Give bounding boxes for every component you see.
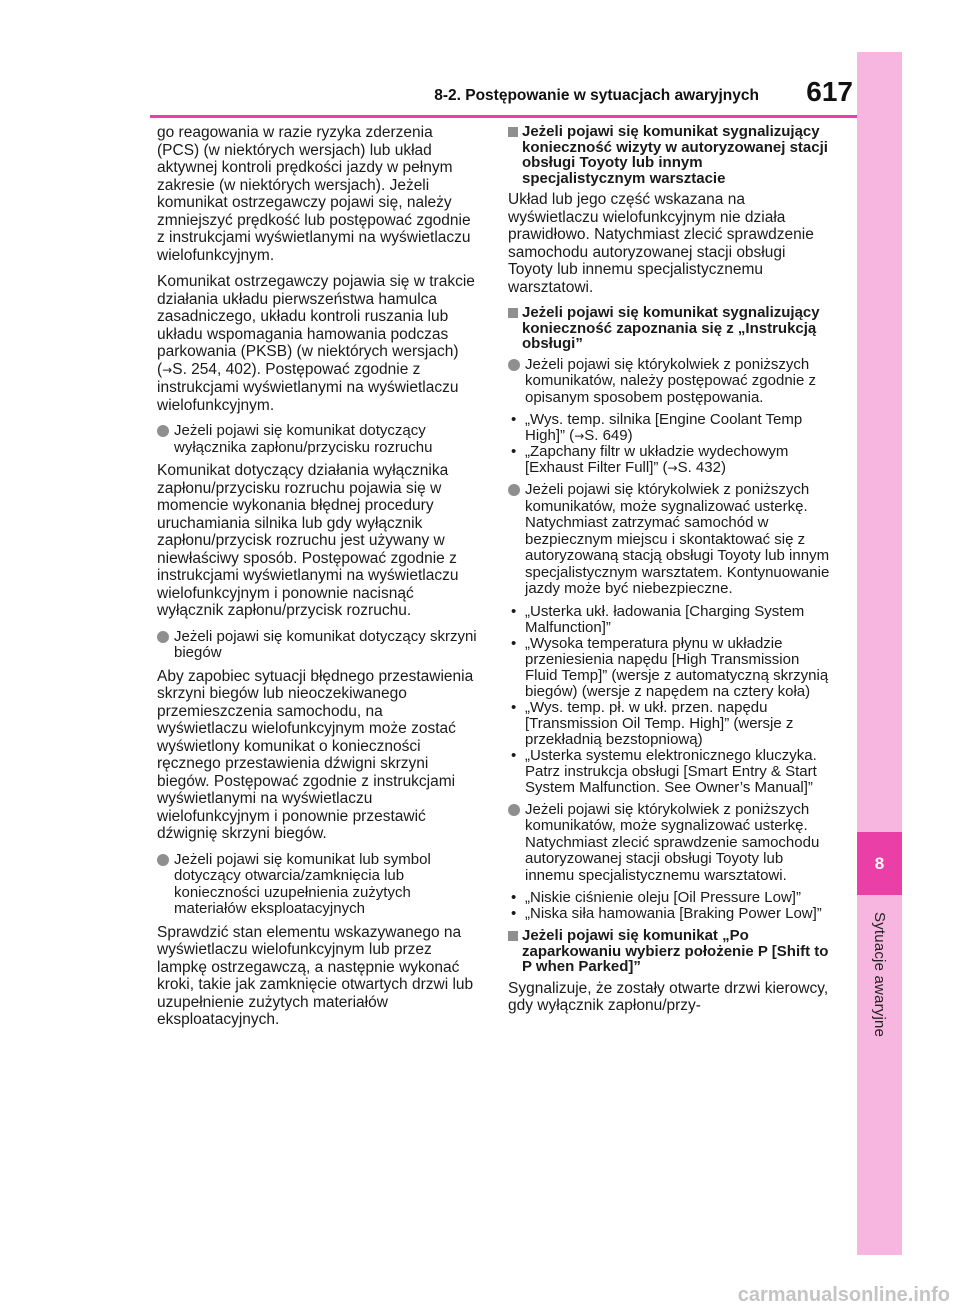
chapter-label: Sytuacje awaryjne <box>871 912 888 1038</box>
paragraph: Komunikat dotyczący działania wyłącznika zapłonu/przycisku rozruchu pojawia się w momencie wykonania błędnej procedury uruchamiania silnika lub gdy wyłącznik zapłonu/przycisk rozruchu jest używany w niewłaściwy sposób. Postępować zgodnie z instrukcjami wyświetlanymi na wyświetlaczu wielofunkcyjnym i ponownie nacisnąć wyłącznik zapłonu/przycisk rozruchu. <box>157 462 459 619</box>
condition-item: Jeżeli pojawi się którykolwiek z poniższych komunikatów, może sygnalizować usterkę. Natychmiast zlecić sprawdzenie samochodu autoryzowanej stacji obsługi Toyoty lub innemu specjalistycznemu warsztatowi. <box>508 802 830 885</box>
section-heading: Jeżeli pojawi się komunikat sygnalizujący konieczność wizyty w autoryzowanej stacji obsługi Toyoty lub innym specjalistycznym warsztacie <box>508 124 830 186</box>
left-column <box>157 124 477 1038</box>
paragraph: Sprawdzić stan elementu wskazywanego na wyświetlaczu wielofunkcyjnym lub przez lampkę ostrzegawczą, a następnie wykonać kroki, takie jak zamknięcie otwartych drzwi lub uzupełnienie zużytych materiałów eksploatacyjnych. <box>157 923 474 1028</box>
paragraph: Układ lub jego część wskazana na wyświetlaczu wielofunkcyjnym nie działa prawidłowo. Natychmiast zlecić sprawdzenie samochodu autoryzowanej stacji obsługi Toyoty lub innemu specjalistycznemu warsztatowi. <box>508 191 814 296</box>
bullet-circle-icon <box>157 854 169 866</box>
square-bullet-icon <box>508 127 518 137</box>
arrow-right-icon: → <box>162 362 173 377</box>
list-item: • „Wysoka temperatura płynu w układzie przeniesienia napędu [High Transmission Fluid Temp]” (wersje z automatyczną skrzynią biegów) (wersje z napędem na cztery koła) <box>508 636 830 700</box>
bullet-circle-icon <box>157 631 169 643</box>
page-number: 617 <box>806 76 853 107</box>
list-item: • „Niska siła hamowania [Braking Power Low]” <box>508 906 830 922</box>
bullet-circle-icon <box>157 425 169 437</box>
condition-item: Jeżeli pojawi się którykolwiek z poniższych komunikatów, należy postępować zgodnie z opisanym sposobem postępowania. <box>508 357 830 407</box>
condition-item: Jeżeli pojawi się komunikat lub symbol dotyczący otwarcia/zamknięcia lub konieczności uzupełnienia zużytych materiałów eksploatacyjnych <box>157 852 477 918</box>
bullet-circle-icon <box>508 804 520 816</box>
square-bullet-icon <box>508 931 518 941</box>
list-item: • „Usterka systemu elektronicznego kluczyka. Patrz instrukcja obsługi [Smart Entry & Start System Malfunction. See Owner’s Manual]” <box>508 748 830 796</box>
header-rule <box>150 115 857 118</box>
chapter-number-tab[interactable]: 8 <box>857 832 902 895</box>
chapter-sidebar <box>857 52 902 1255</box>
section-heading: Jeżeli pojawi się komunikat sygnalizujący konieczność zapoznania się z „Instrukcją obsługi” <box>508 305 830 352</box>
paragraph: go reagowania w razie ryzyka zderzenia (PCS) (w niektórych wersjach) lub układ aktywnej kontroli prędkości jazdy w pełnym zakresie (w niektórych wersjach). Jeżeli komunikat ostrzegawczy pojawi się, należy zmniejszyć prędkość lub postępować zgodnie z instrukcjami wyświetlanymi na wyświetlaczu wielofunkcyjnym. <box>157 124 471 264</box>
watermark: carmanualsonline.info <box>737 1284 950 1306</box>
condition-item: Jeżeli pojawi się komunikat dotyczący skrzyni biegów <box>157 629 477 662</box>
condition-item: Jeżeli pojawi się komunikat dotyczący wyłącznika zapłonu/przycisku rozruchu <box>157 423 477 456</box>
list-item: • „Niskie ciśnienie oleju [Oil Pressure Low]” <box>508 890 830 906</box>
message-list <box>508 890 830 922</box>
message-list <box>508 412 830 476</box>
page-header <box>150 78 857 118</box>
list-item: • „Zapchany filtr w układzie wydechowym [Exhaust Filter Full]” (→S. 432) <box>508 444 830 476</box>
bullet-circle-icon <box>508 484 520 496</box>
message-list <box>508 604 830 796</box>
condition-item: Jeżeli pojawi się którykolwiek z poniższych komunikatów, może sygnalizować usterkę. Natychmiast zatrzymać samochód w bezpiecznym miejscu i skontaktować się z autoryzowaną stacją obsługi Toyoty lub innym specjalistycznym warsztatem. Kontynuowanie jazdy może być niebezpieczne. <box>508 482 830 598</box>
paragraph: Aby zapobiec sytuacji błędnego przestawienia skrzyni biegów lub nieoczekiwanego przemieszczenia samochodu, na wyświetlaczu wielofunkcyjnym może zostać wyświetlony komunikat o konieczności ręcznego przestawienia dźwigni skrzyni biegów. Postępować zgodnie z instrukcjami wyświetlanymi na wyświetlaczu wielofunkcyjnym i ponownie przestawić dźwignię skrzyni biegów. <box>157 667 474 842</box>
paragraph: Komunikat ostrzegawczy pojawia się w trakcie działania układu pierwszeństwa hamulca zasadniczego, układu kontroli ruszania lub układu wspomagania hamowania podczas parkowania (PKSB) (w niektórych wersjach) (→S. 254, 402). Postępować zgodnie z instrukcjami wyświetlanymi na wyświetlaczu wielofunkcyjnym. <box>157 273 475 414</box>
right-column <box>508 124 830 1024</box>
section-heading: Jeżeli pojawi się komunikat „Po zaparkowaniu wybierz położenie P [Shift to P when Parked]” <box>508 928 830 975</box>
paragraph: Sygnalizuje, że zostały otwarte drzwi kierowcy, gdy wyłącznik zapłonu/przy- <box>508 979 829 1014</box>
list-item: • „Usterka ukł. ładowania [Charging System Malfunction]” <box>508 604 830 636</box>
list-item: • „Wys. temp. pł. w ukł. przen. napędu [Transmission Oil Temp. High]” (wersje z przekładnią bezstopniową) <box>508 700 830 748</box>
arrow-right-icon: → <box>667 461 678 475</box>
arrow-right-icon: → <box>574 429 585 443</box>
list-item: • „Wys. temp. silnika [Engine Coolant Temp High]” (→S. 649) <box>508 412 830 444</box>
square-bullet-icon <box>508 308 518 318</box>
section-title: 8-2. Postępowanie w sytuacjach awaryjnych <box>434 87 759 104</box>
bullet-circle-icon <box>508 359 520 371</box>
